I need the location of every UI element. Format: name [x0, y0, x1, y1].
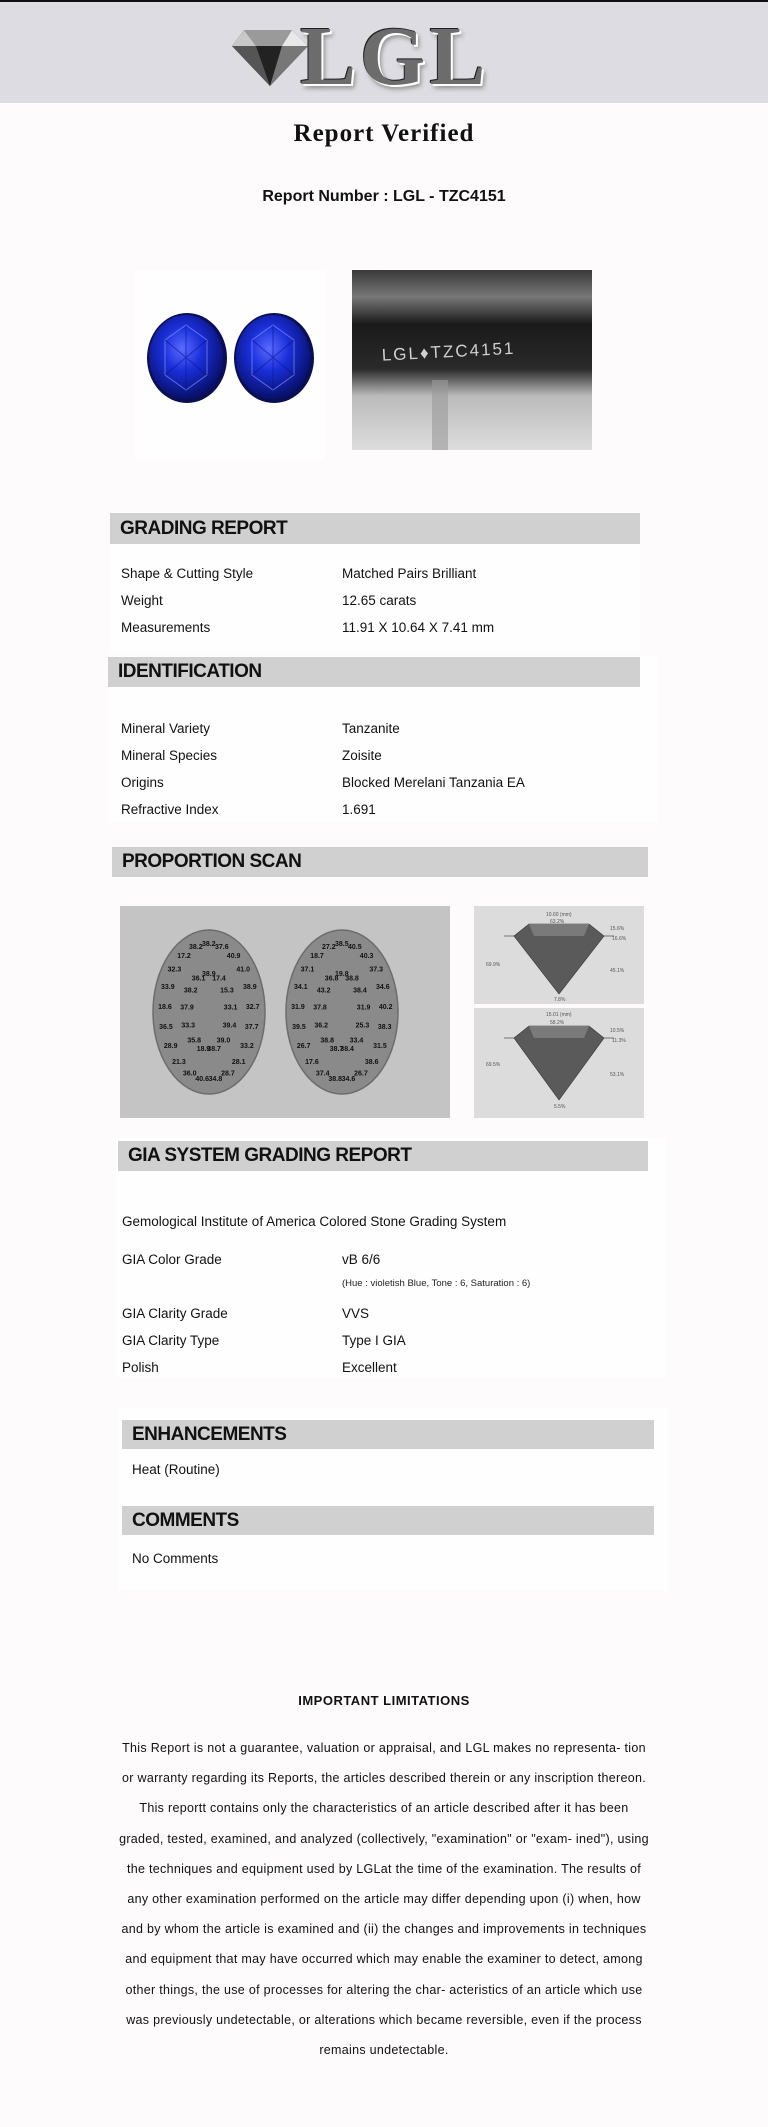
proportion-value: 39.5 — [292, 1024, 306, 1032]
identification-row-label: Refractive Index — [121, 802, 219, 817]
gia-intro: Gemological Institute of America Colored Stone Grading System — [122, 1214, 507, 1229]
profile-diagram-bottom — [474, 1008, 644, 1118]
profile-top-crown: 15.6% — [610, 926, 625, 932]
proportion-value: 28.9 — [163, 1043, 178, 1050]
proportion-value: 28.1 — [231, 1058, 246, 1066]
proportion-value: 31.9 — [291, 1003, 305, 1011]
profile-top-depth: 69.9% — [486, 962, 501, 968]
profile-top-girdle: 16.6% — [612, 936, 627, 942]
gia-row-value: Type I GIA — [342, 1333, 406, 1348]
proportion-value: 38.4 — [353, 987, 367, 995]
proportion-value: 40.9 — [226, 952, 241, 960]
limitations-title: IMPORTANT LIMITATIONS — [298, 1693, 470, 1708]
proportion-value: 32.7 — [245, 1003, 260, 1011]
proportion-value: 33.1 — [223, 1004, 238, 1012]
proportion-value: 18.6 — [158, 1003, 172, 1011]
proportion-value: 43.2 — [316, 987, 331, 995]
grading-row-value: Matched Pairs Brilliant — [342, 566, 477, 581]
proportion-value: 19.8 — [335, 971, 349, 978]
comments-heading: COMMENTS — [122, 1506, 654, 1535]
proportion-value: 38.2 — [202, 941, 216, 948]
proportion-value: 38.6 — [364, 1058, 379, 1066]
page-title: Report Verified — [293, 120, 475, 147]
proportion-value: 31.9 — [356, 1004, 371, 1012]
report-number: Report Number : LGL - TZC4151 — [262, 188, 506, 205]
gia-row-value: VVS — [342, 1306, 370, 1321]
proportion-value: 40.5 — [348, 944, 362, 951]
proportion-value: 38.9 — [243, 984, 257, 992]
proportion-value: 36.2 — [314, 1022, 329, 1030]
identification-row-value: 1.691 — [342, 802, 376, 817]
gia-color-value: vB 6/6 — [342, 1252, 381, 1267]
grading-row-label: Measurements — [121, 620, 211, 635]
identification-row-value: Blocked Merelani Tanzania EA — [342, 775, 525, 790]
comments-text: No Comments — [132, 1551, 219, 1566]
proportion-value: 37.7 — [244, 1024, 259, 1032]
proportion-value: 37.9 — [180, 1004, 194, 1012]
proportion-value: 21.3 — [172, 1058, 186, 1066]
diamond-icon — [230, 24, 310, 88]
proportion-value: 34.6 — [341, 1076, 356, 1084]
profile-bottom-table: 58.2% — [550, 1020, 565, 1026]
proportion-value: 38.9 — [202, 971, 216, 978]
proportion-scan-heading: PROPORTION SCAN — [112, 847, 648, 877]
enhancements-text: Heat (Routine) — [132, 1462, 220, 1477]
proportion-value: 26.7 — [354, 1070, 368, 1078]
header-bar — [0, 2, 768, 103]
identification-heading: IDENTIFICATION — [108, 657, 640, 687]
proportion-value: 38.3 — [377, 1024, 392, 1032]
inscription-text: LGL♦TZC4151 — [381, 338, 516, 365]
proportion-value: 35.8 — [187, 1037, 202, 1045]
gia-row-label: GIA Clarity Type — [122, 1333, 220, 1348]
grading-row-value: 12.65 carats — [342, 593, 417, 608]
proportion-value: 41.0 — [236, 966, 251, 974]
proportion-value: 34.8 — [208, 1076, 223, 1084]
proportion-value: 40.3 — [359, 952, 374, 960]
profile-bottom-pavilion: 53.1% — [610, 1072, 625, 1078]
gia-row-value: Excellent — [342, 1360, 397, 1375]
identification-row-label: Origins — [121, 775, 164, 790]
identification-row-value: Tanzanite — [342, 721, 400, 736]
proportion-value: 33.9 — [161, 984, 175, 992]
grading-row-label: Shape & Cutting Style — [121, 566, 254, 581]
grading-row-value: 11.91 X 10.64 X 7.41 mm — [342, 620, 495, 635]
proportion-value: 38.7 — [207, 1045, 221, 1053]
proportion-value: 37.6 — [215, 944, 229, 951]
proportion-value: 36.5 — [159, 1024, 173, 1032]
proportion-value: 37.3 — [369, 966, 384, 974]
lgl-logo[interactable] — [230, 10, 490, 103]
gia-heading: GIA SYSTEM GRADING REPORT — [118, 1141, 648, 1171]
identification-row-label: Mineral Species — [121, 748, 218, 763]
proportion-value: 38.5 — [335, 941, 349, 948]
proportion-value: 36.8 — [324, 975, 339, 983]
gemstone-photo — [135, 270, 325, 460]
profile-top-culet: 7.8% — [554, 997, 566, 1003]
enhancements-heading: ENHANCEMENTS — [122, 1420, 654, 1449]
profile-bottom-width: 15.01 (mm) — [546, 1012, 572, 1018]
profile-top-table: 63.2% — [550, 919, 565, 925]
proportion-value: 38.8 — [328, 1076, 343, 1084]
profile-bottom-girdle: 11.3% — [612, 1038, 626, 1044]
limitations-text: This Report is not a guarantee, valuation or appraisal, and LGL makes no representa- tion or warranty regarding its Reports, the articles described therein or any inscription thereon. This reportt contains only the characteristics of an article described after it has been graded, tested, examined, and analyzed (collectively, "examination" or "exam- ined"), using the techniques and equipment used by LGLat the time of the examination. The results of any other examination performed on the article may differ depending upon (i) when, how and by whom the article is examined and (ii) the changes and improvements in techniques and equipment that may have occurred which may enable the examiner to detect, among other things, the use of processes for altering the char- acteristics of an article which use was previously undetectable, or alterations which became reversible, even if the process remains undetectable. — [119, 1741, 649, 2058]
proportion-value: 38.2 — [189, 944, 203, 951]
proportion-value: 37.8 — [313, 1004, 327, 1012]
proportion-value: 38.8 — [320, 1037, 335, 1045]
profile-top-pavilion: 45.1% — [610, 968, 625, 974]
gia-color-label: GIA Color Grade — [122, 1252, 222, 1267]
profile-top-width: 10.60 (mm) — [546, 912, 572, 918]
proportion-value: 38.2 — [183, 987, 198, 995]
proportion-value: 18.9 — [196, 1045, 211, 1053]
profile-bottom-crown: 10.5% — [610, 1028, 625, 1034]
gia-row-label: Polish — [122, 1360, 159, 1375]
proportion-value: 28.7 — [221, 1070, 235, 1078]
proportion-value: 34.6 — [376, 984, 390, 992]
logo-text: LGL — [300, 10, 490, 103]
proportion-value: 32.3 — [167, 966, 182, 974]
proportion-value: 17.2 — [177, 952, 191, 960]
proportion-value: 38.7 — [329, 1045, 344, 1053]
grading-row-label: Weight — [121, 593, 163, 608]
proportion-value: 39.4 — [222, 1022, 237, 1030]
proportion-value: 36.0 — [182, 1070, 197, 1078]
proportion-value: 38.4 — [340, 1045, 354, 1053]
proportion-value: 33.3 — [181, 1022, 196, 1030]
proportion-value: 40.6 — [195, 1076, 210, 1084]
proportion-value: 15.3 — [220, 987, 234, 995]
proportion-value: 36.1 — [191, 975, 206, 983]
inscription-photo — [352, 270, 592, 450]
profile-bottom-depth: 69.5% — [486, 1062, 501, 1068]
proportion-value: 40.2 — [378, 1003, 393, 1011]
proportion-value: 17.6 — [305, 1058, 319, 1066]
proportion-scan-image — [120, 906, 450, 1118]
proportion-value: 38.8 — [345, 975, 359, 983]
profile-diagram-top — [474, 906, 644, 1004]
identification-row-value: Zoisite — [342, 748, 382, 763]
proportion-value: 26.7 — [296, 1043, 311, 1050]
proportion-value: 39.0 — [216, 1037, 231, 1045]
proportion-value: 37.1 — [300, 966, 315, 974]
proportion-value: 31.5 — [373, 1043, 387, 1050]
gia-row-label: GIA Clarity Grade — [122, 1306, 228, 1321]
identification-row-label: Mineral Variety — [121, 721, 211, 736]
proportion-value: 27.2 — [322, 944, 336, 951]
proportion-value: 17.4 — [212, 975, 226, 983]
gia-color-note: (Hue : violetish Blue, Tone : 6, Saturation : 6) — [342, 1278, 531, 1289]
profile-bottom-culet: 5.5% — [554, 1104, 566, 1110]
proportion-value: 33.2 — [240, 1043, 254, 1050]
proportion-value: 25.3 — [355, 1022, 370, 1030]
proportion-value: 34.1 — [294, 984, 308, 992]
proportion-value: 18.7 — [310, 952, 324, 960]
proportion-value: 37.4 — [315, 1070, 330, 1078]
grading-report-heading: GRADING REPORT — [110, 513, 640, 544]
proportion-value: 33.4 — [349, 1037, 364, 1045]
